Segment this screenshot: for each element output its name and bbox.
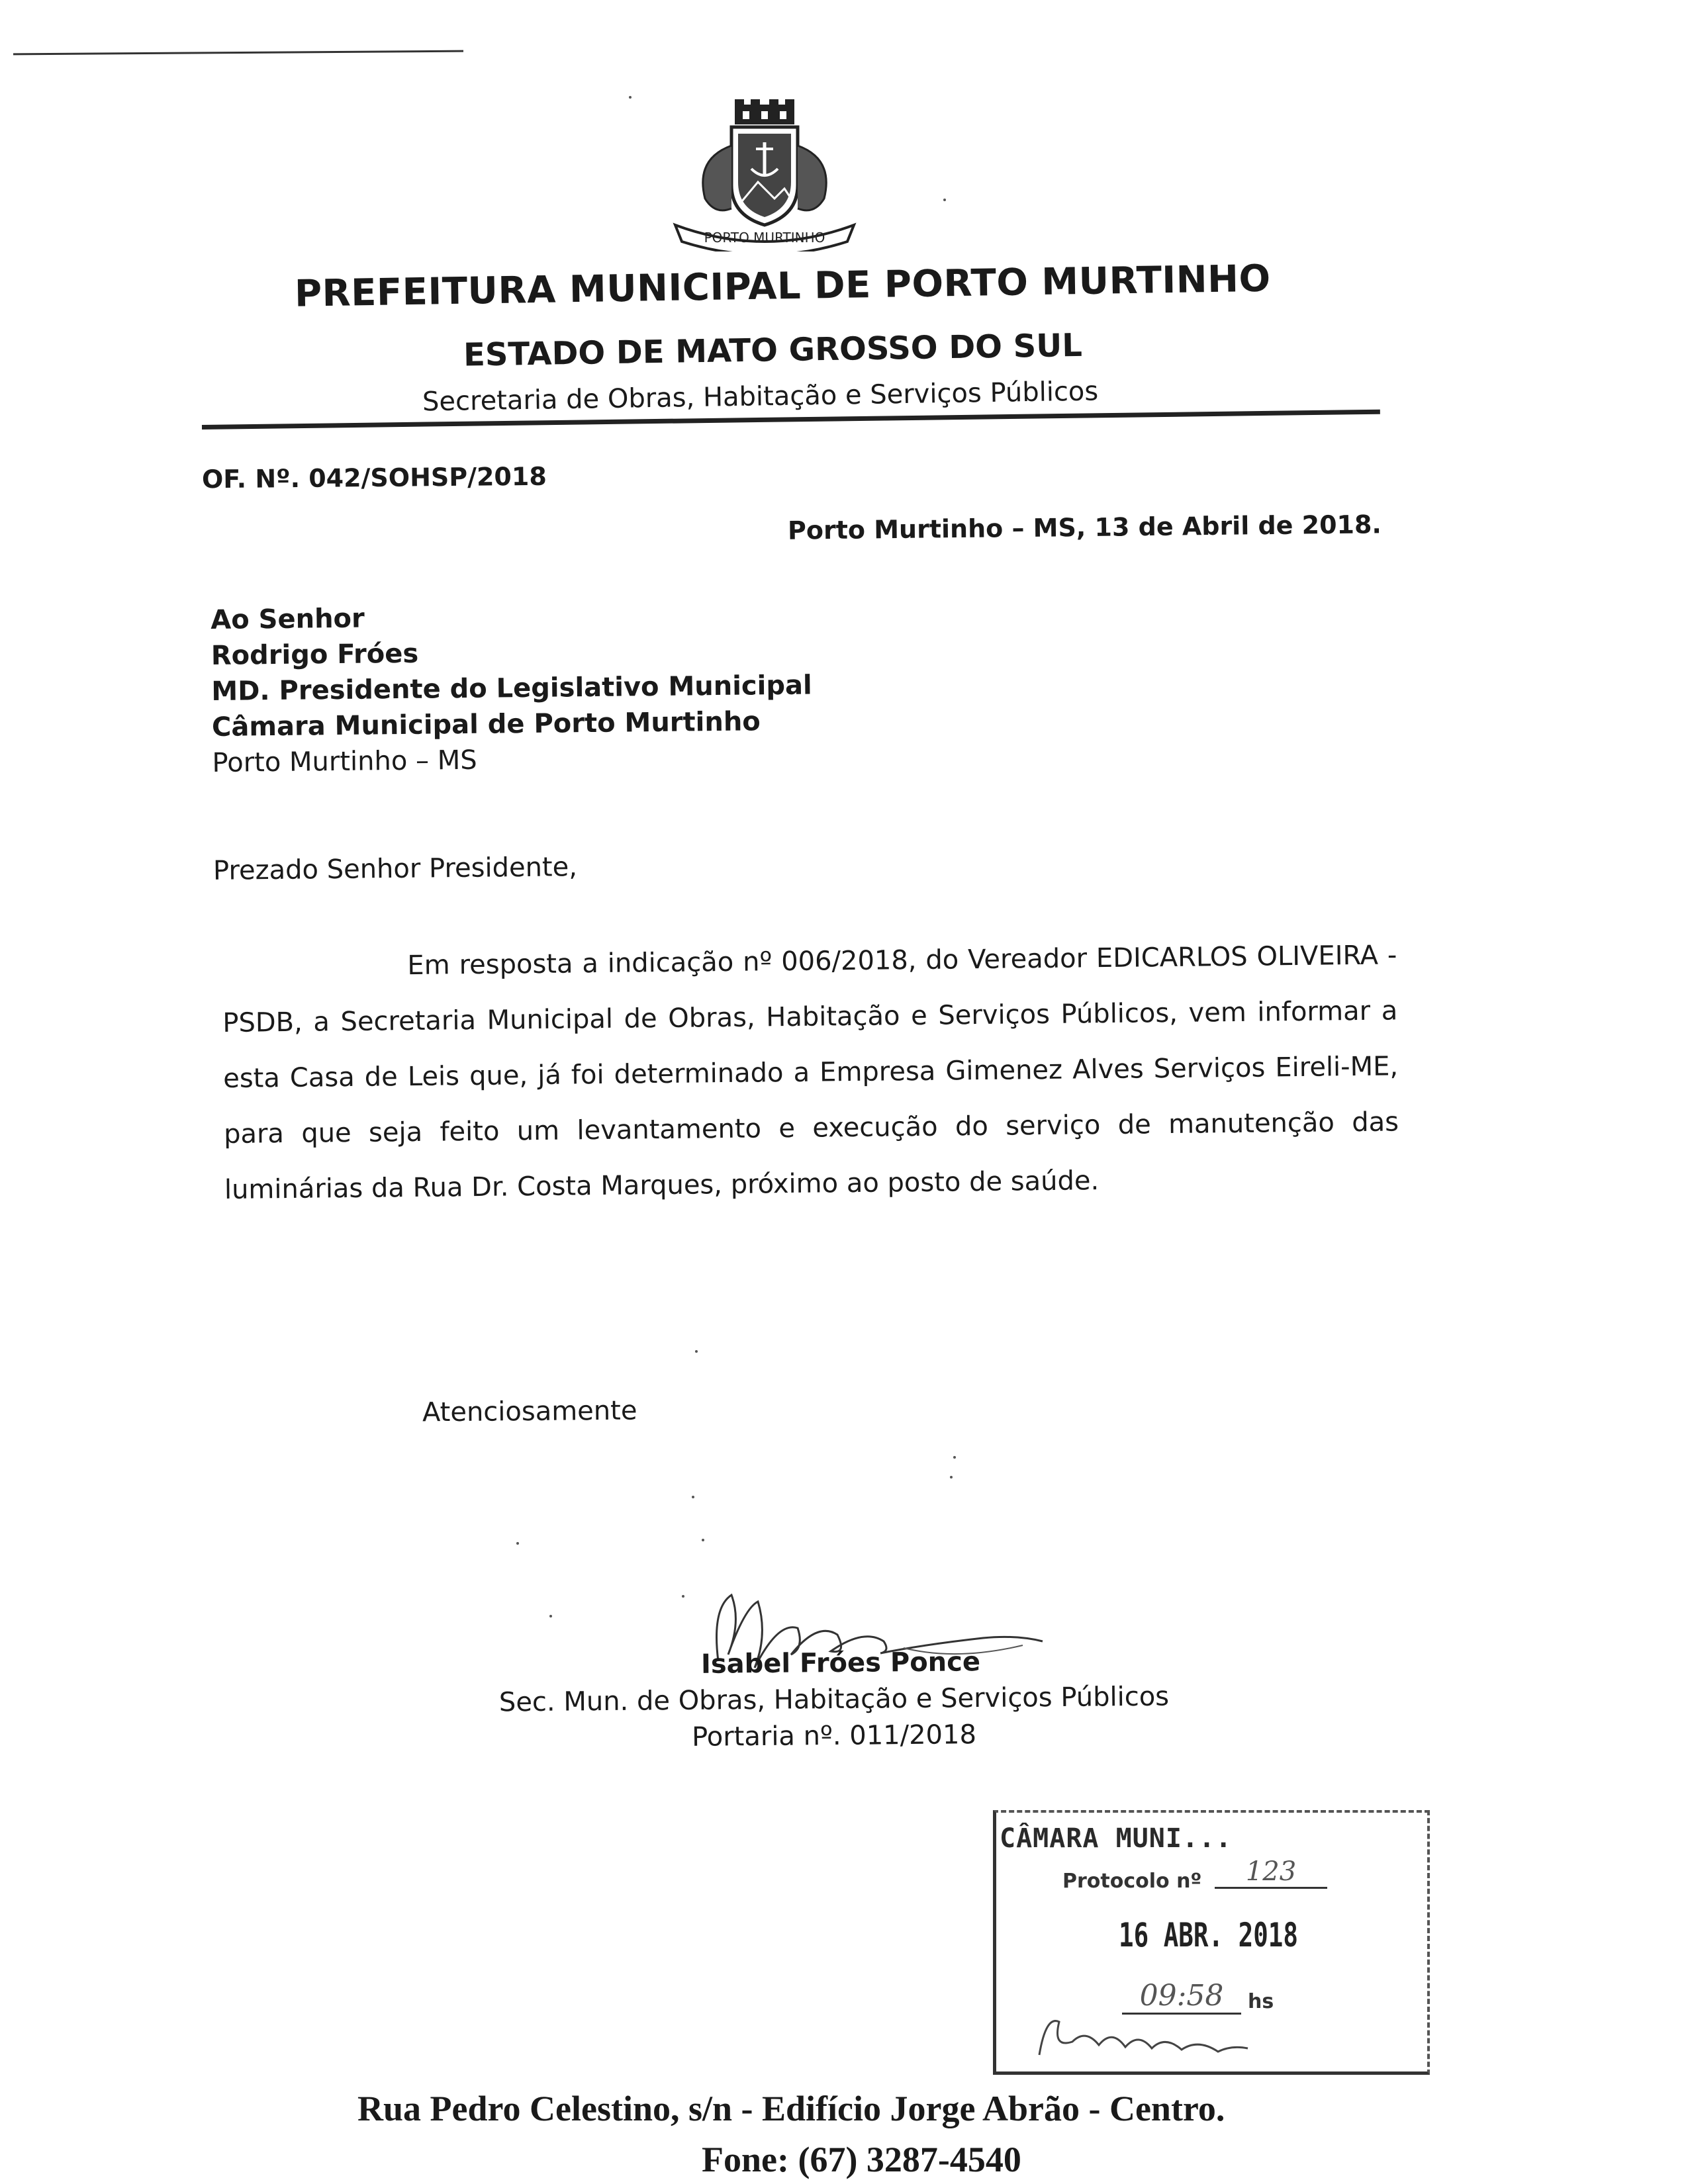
stamp-time: 09:58	[1122, 1979, 1241, 2015]
stamp-rubric-signature	[1033, 2009, 1251, 2062]
scan-speck	[549, 1615, 552, 1617]
letter-closing: Atenciosamente	[422, 1395, 637, 1428]
scan-speck	[695, 1350, 698, 1353]
stamp-protocol-label: Protocolo nº	[1062, 1870, 1202, 1893]
letter-body-text: Em resposta a indicação nº 006/2018, do Vereador EDICARLOS OLIVEIRA - PSDB, a Secretaria Municipal de Obras, Habitação e Serviços Públicos, vem informar a esta Casa de Leis que, já foi determinado a Empresa Gimenez Alves Serviços Eireli-ME, para que seja feito um levantamento e execução do serviço de manutenção das luminárias da Rua Dr. Costa Marques, próximo ao posto de saúde.	[222, 940, 1399, 1205]
stamp-protocol-number: 123	[1215, 1856, 1327, 1889]
recipient-block	[211, 596, 813, 780]
header-divider	[202, 410, 1380, 430]
receipt-stamp	[993, 1810, 1430, 2075]
letter-reference: OF. Nº. 042/SOHSP/2018	[201, 461, 547, 494]
letterhead-department: Secretaria de Obras, Habitação e Serviços Públicos	[422, 376, 1099, 418]
scan-speck	[702, 1539, 704, 1541]
recipient-role: MD. Presidente do Legislativo Municipal	[211, 670, 812, 707]
scan-speck	[516, 1542, 519, 1545]
stamp-time-unit: hs	[1248, 1990, 1274, 2013]
letter-body-paragraph	[222, 927, 1399, 1218]
footer-phone: Fone: (67) 3287-4540	[702, 2140, 1021, 2179]
scan-speck	[692, 1496, 694, 1498]
letterhead-title: PREFEITURA MUNICIPAL DE PORTO MURTINHO	[294, 257, 1272, 316]
recipient-name: Rodrigo Fróes	[211, 638, 419, 671]
scan-speck	[953, 1456, 956, 1459]
recipient-salutation: Ao Senhor	[211, 603, 365, 635]
letter-greeting: Prezado Senhor Presidente,	[212, 852, 578, 886]
scan-speck	[629, 96, 632, 99]
municipal-coat-of-arms-icon	[669, 99, 861, 251]
top-scan-line	[13, 50, 463, 56]
footer-address: Rua Pedro Celestino, s/n - Edifício Jorge Abrão - Centro.	[357, 2089, 1225, 2128]
signatory-name: Isabel Fróes Ponce	[700, 1647, 981, 1680]
letterhead-state: ESTADO DE MATO GROSSO DO SUL	[463, 326, 1083, 374]
signatory-portaria: Portaria nº. 011/2018	[691, 1719, 977, 1752]
scan-speck	[682, 1595, 684, 1598]
stamp-organization: CÂMARA MUNI...	[1000, 1823, 1233, 1854]
scan-speck	[950, 1476, 953, 1479]
svg-text:PORTO MURTINHO: PORTO MURTINHO	[704, 230, 825, 246]
recipient-city: Porto Murtinho – MS	[212, 745, 477, 778]
letter-place-date: Porto Murtinho – MS, 13 de Abril de 2018.	[787, 510, 1382, 545]
stamp-date: 16 ABR. 2018	[1119, 1916, 1298, 1954]
recipient-institution: Câmara Municipal de Porto Murtinho	[211, 706, 761, 743]
signatory-title: Sec. Mun. de Obras, Habitação e Serviços Públicos	[498, 1681, 1170, 1718]
scan-speck	[943, 199, 946, 201]
